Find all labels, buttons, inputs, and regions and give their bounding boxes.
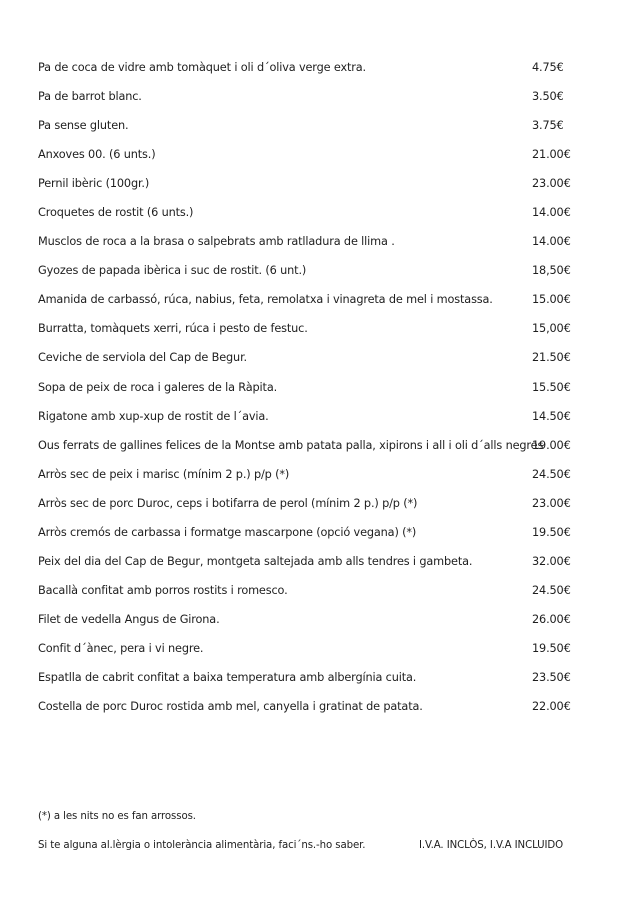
menu-item: [38, 147, 598, 176]
menu-item: [38, 118, 598, 147]
menu-item: [38, 612, 598, 641]
item-name: Pernil ibèric (100gr.): [38, 177, 150, 191]
menu-item: [38, 699, 598, 728]
item-price: 15.50€: [532, 380, 571, 394]
menu-item: [38, 641, 598, 670]
item-name: Rigatone amb xup-xup de rostit de l´avia.: [38, 409, 269, 423]
item-name: Sopa de peix de roca i galeres de la Ràpita.: [38, 380, 278, 394]
item-price: 23.00€: [532, 177, 571, 191]
menu-item: [38, 409, 598, 438]
item-price: 3.50€: [532, 90, 564, 104]
item-price: 19.50€: [532, 641, 571, 655]
item-price: 32.00€: [532, 554, 571, 568]
item-price: 23.50€: [532, 670, 571, 684]
menu-item: [38, 350, 598, 379]
item-name: Bacallà confitat amb porros rostits i romesco.: [38, 583, 288, 597]
rice-note: (*) a les nits no es fan arrossos.: [38, 811, 196, 822]
menu-item: [38, 583, 598, 612]
item-name: Musclos de roca a la brasa o salpebrats amb ratlladura de llima .: [38, 235, 395, 249]
item-name: Gyozes de papada ibèrica i suc de rostit. (6 unt.): [38, 264, 307, 278]
menu-item: [38, 205, 598, 234]
item-name: Amanida de carbassó, rúca, nabius, feta, remolatxa i vinagreta de mel i mostassa.: [38, 293, 493, 307]
item-price: 18,50€: [532, 264, 571, 278]
item-name: Arròs cremós de carbassa i formatge mascarpone (opció vegana) (*): [38, 525, 417, 539]
item-name: Espatlla de cabrit confitat a baixa temperatura amb albergínia cuita.: [38, 670, 417, 684]
menu-item: [38, 467, 598, 496]
item-name: Ous ferrats de gallines felices de la Montse amb patata palla, xipirons i all i oli d´alls negres: [38, 438, 544, 452]
menu-item: [38, 670, 598, 699]
menu-item: [38, 60, 598, 89]
item-name: Ceviche de serviola del Cap de Begur.: [38, 351, 247, 365]
item-name: Confit d´ànec, pera i vi negre.: [38, 641, 204, 655]
item-price: 3.75€: [532, 119, 564, 133]
item-price: 19.00€: [532, 438, 571, 452]
vat-notice: I.V.A. INCLÒS, I.V.A INCLUIDO: [419, 840, 564, 851]
menu-item: [38, 380, 598, 409]
menu-item: [38, 438, 598, 467]
item-name: Anxoves 00. (6 unts.): [38, 148, 156, 162]
item-name: Croquetes de rostit (6 unts.): [38, 206, 194, 220]
item-price: 14.00€: [532, 206, 571, 220]
menu-item: [38, 292, 598, 321]
item-name: Pa de coca de vidre amb tomàquet i oli d´oliva verge extra.: [38, 61, 366, 74]
item-price: 24.50€: [532, 467, 571, 481]
item-price: 19.50€: [532, 525, 571, 539]
item-name: Burratta, tomàquets xerri, rúca i pesto de festuc.: [38, 322, 308, 336]
item-price: 15,00€: [532, 322, 571, 336]
item-name: Pa sense gluten.: [38, 119, 129, 133]
menu-item: [38, 321, 598, 350]
item-name: Arròs sec de peix i marisc (mínim 2 p.) p/p (*): [38, 467, 290, 481]
item-price: 14.00€: [532, 235, 571, 249]
menu-item: [38, 525, 598, 554]
item-price: 24.50€: [532, 583, 571, 597]
item-price: 26.00€: [532, 612, 571, 626]
item-name: Costella de porc Duroc rostida amb mel, canyella i gratinat de patata.: [38, 700, 423, 714]
menu-item: [38, 89, 598, 118]
allergy-notice: Si te alguna al.lèrgia o intolerància alimentària, faci´ns.-ho saber.: [38, 840, 366, 851]
item-price: 4.75€: [532, 61, 564, 74]
menu-list: [38, 60, 598, 728]
menu-item: [38, 263, 598, 292]
item-price: 15.00€: [532, 293, 571, 307]
item-name: Arròs sec de porc Duroc, ceps i botifarra de perol (mínim 2 p.) p/p (*): [38, 496, 418, 510]
item-name: Peix del dia del Cap de Begur, montgeta saltejada amb alls tendres i gambeta.: [38, 554, 473, 568]
item-price: 22.00€: [532, 700, 571, 714]
item-name: Filet de vedella Angus de Girona.: [38, 612, 220, 626]
item-price: 21.00€: [532, 148, 571, 162]
item-price: 14.50€: [532, 409, 571, 423]
menu-item: [38, 496, 598, 525]
item-price: 21.50€: [532, 351, 571, 365]
item-price: 23.00€: [532, 496, 571, 510]
menu-item: [38, 554, 598, 583]
menu-item: [38, 234, 598, 263]
item-name: Pa de barrot blanc.: [38, 90, 142, 104]
menu-item: [38, 176, 598, 205]
